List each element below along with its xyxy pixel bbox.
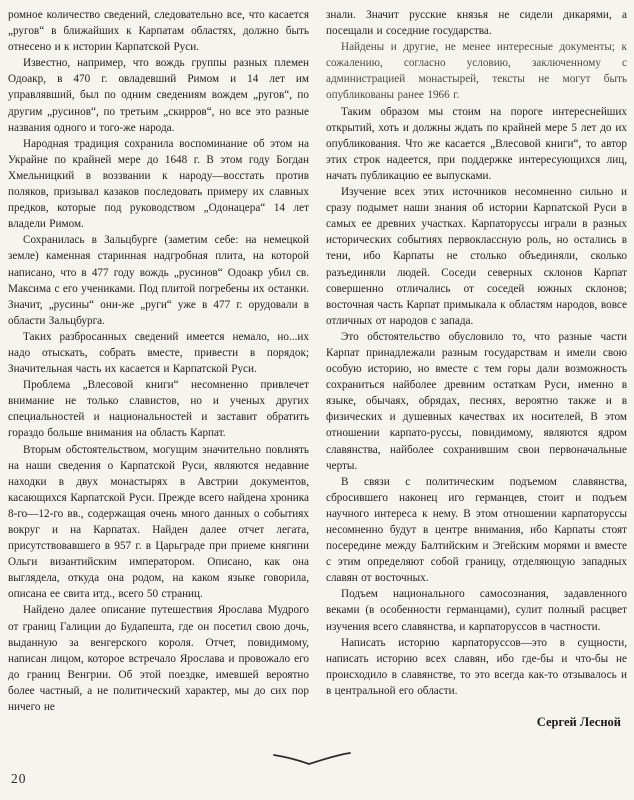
author-signature: Сергей Лесной — [536, 715, 621, 730]
paragraph: Таким образом мы стоим на пороге интереснейших открытий, хоть и должны ждать по крайней мере 5 лет до их опубликования. Что же касается „Влесовой книги“, то автор этих строк надеется, при поддержке интересующихся лиц, начать публикацию ее выпусками. — [326, 105, 627, 182]
paragraph: ромное количество сведений, следовательно все, что касается „ругов“ в ближайших к Карпатам областях, должно быть отнесено и к истории Карпатской Руси. — [8, 9, 309, 54]
paragraph: Проблема „Влесовой книги“ несомненно привлечет внимание не только славистов, но и ученых других специальностей и национальностей и заставит обратить гораздо больше внимания на область Карпат. — [8, 379, 309, 440]
paragraph: Найдены и другие, не менее интересные документы; к сожалению, согласно условию, заключенному с администрацией монастырей, тексты не могут быть опубликованы ранее 1966 г. — [326, 41, 627, 102]
text-columns — [8, 7, 628, 730]
paragraph: В связи с политическим подъемом славянства, сбросившего наконец иго германцев, стоит и подъем научного интереса к нему. В этом отношении карпаторуссы несомненно будут в центре внимания, ибо Карпаты стоят посередине между Балтийским и Эгейским морями и вместе с этим определяют собой границу, отделяющую западных славян от восточных. — [326, 475, 627, 585]
paragraph: Вторым обстоятельством, могущим значительно повлиять на наши сведения о Карпатской Руси, являются недавние находки в двух монастырях в Австрии документов, касающихся Карпатской Руси. Прежде всего найдена хроника 8-го—12-го вв., содержащая очень много данных о событиях вокруг и на Карпатах. Найден далее отчет легата, присутствовавшего в 957 г. в Царьграде при приеме княгини Ольги византийским императором. Описано, как она выглядела, откуда она родом, на каком языке говорила, описана ее свита итд., всего 50 страниц. — [8, 443, 309, 601]
paragraph: Написать историю карпаторуссов—это в сущности, написать историю всех славян, ибо где-бы и что-бы не происходило в славянстве, то это всегда как-то отзывалось и в центральной его области. — [326, 636, 627, 697]
end-flourish-icon — [272, 748, 352, 770]
page-number: 20 — [11, 771, 27, 786]
paragraph: знали. Значит русские князья не сидели дикарями, а посещали и соседние государства. — [326, 9, 627, 38]
paragraph: Изучение всех этих источников несомненно сильно и сразу подымет наши знания об истории Карпатской Руси в самых ее древних участках. Карпаторуссы играли в разных исторических событиях первоклассную роль, но остались в тени, ибо Карпаты не столько объединяли, сколько разъединяли людей. Соседи северных склонов Карпат совершенно отличались от соседей южных склонов; восточная часть Карпат примыкала к областям народов, вовсе отличных от народов с запада. — [326, 186, 627, 327]
paragraph: Найдено далее описание путешествия Ярослава Мудрого от границ Галиции до Будапешта, где он посетил свою дочь, выданную за венгерского короля. Отчет, повидимому, написан лицом, которое встречало Ярослава и провожало его до границ Венгрии. Об этой поездке, имевшей вероятно более частный, а не политический характер, мы до сих пор ничего не — [8, 604, 309, 714]
paragraph: Сохранилась в Зальцбурге (заметим себе: на немецкой земле) каменная старинная надгробная плита, на которой написано, что в 477 году вождь „русинов“ Одоакр убил св. Максима с его учениками. Под плитой погребены их останки. Значит, „русины“ они-же „руги“ уже в 477 г. орудовали в области Зальцбурга. — [8, 234, 309, 327]
paragraph: Известно, например, что вождь группы разных племен Одоакр, в 470 г. овладевший Римом и 14 лет им управлявший, был по одним сведениям вождем „ругов“, по другим „русинов“, по третьим „скирров“, но все это разные названия одного и того-же народа. — [8, 57, 309, 134]
paragraph: Подъем национального самосознания, задавленного веками (в особенности германцами), сулит полный расцвет изучения всего славянства, и карпаторуссов в частности. — [326, 588, 627, 633]
paragraph: Народная традиция сохранила воспоминание об этом на Украйне по крайней мере до 1648 г. В этом году Богдан Хмельницкий в воззвании к народу—восстать против поляков, призывал казаков последовать примеру их славных предков, которые под руководством „Одонацера“ 14 лет владели Римом. — [8, 137, 309, 231]
left-column — [8, 7, 309, 730]
paragraph: Таких разбросанных сведений имеется немало, но...их надо отыскать, собрать вместе, привести в порядок; Значительная часть их касается и Карпатской Руси. — [8, 330, 309, 376]
right-column — [326, 7, 627, 730]
paragraph: Это обстоятельство обусловило то, что разные части Карпат принадлежали разным государствам и имели свою особую историю, но вместе с тем горы дали возможность сохраниться найболее древним остаткам Руси, именно в языке, обычаях, обрядах, песнях, вероятно также и в физических и душевных качествах их носителей, В этом отношении карпато-руссы, повидимому, являются ядром славянства, найболее сохранившим свои первоначальные черты. — [326, 330, 627, 472]
